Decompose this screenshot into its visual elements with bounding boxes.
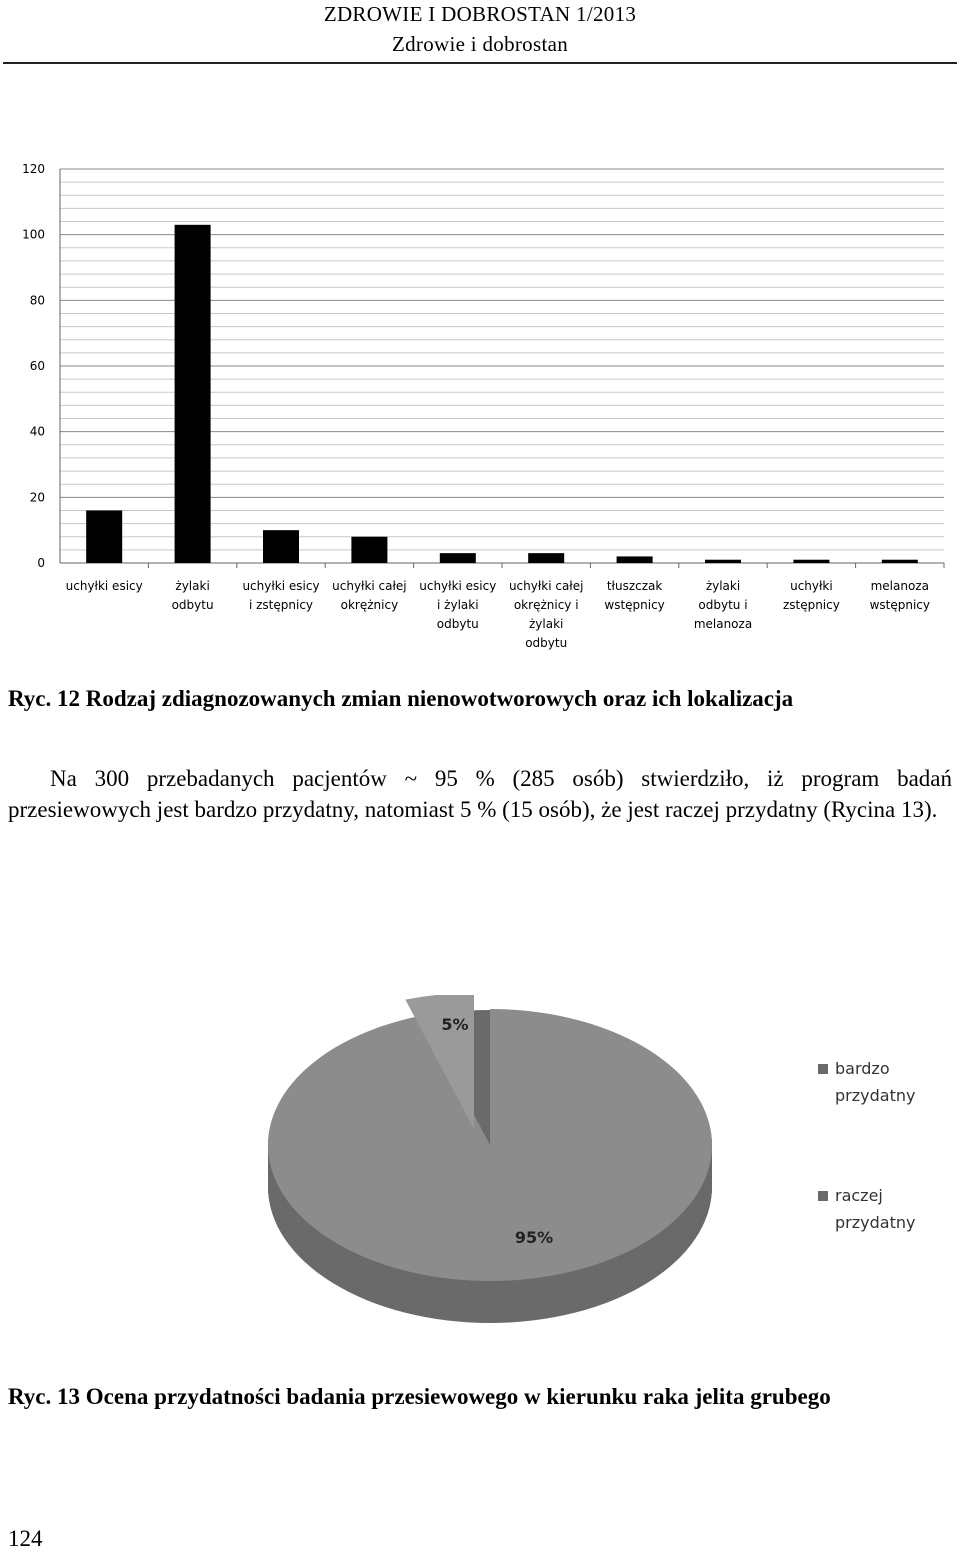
figure-13-caption: Ryc. 13 Ocena przydatności badania przesiewowego w kierunku raka jelita grubego: [8, 1384, 831, 1409]
pie-slice-bardzo-przydatny: [268, 1009, 712, 1281]
bar: [705, 560, 741, 563]
bar: [175, 225, 211, 563]
category-label: żylaki odbytu: [171, 579, 214, 612]
bar: [793, 560, 829, 563]
legend-label: raczej: [835, 1186, 883, 1205]
category-label: uchyłki całej okrężnicy i żylaki odbytu: [508, 579, 584, 650]
y-tick-label: 100: [22, 227, 45, 242]
header-rule: [3, 62, 957, 64]
journal-subtitle: Zdrowie i dobrostan: [392, 32, 568, 56]
bar-chart: [0, 150, 960, 660]
category-label: uchyłki esicy: [65, 579, 143, 593]
y-tick-label: 20: [29, 490, 45, 505]
category-label: uchyłki całej okrężnicy: [332, 579, 407, 612]
body-paragraph: Na 300 przebadanych pacjentów ~ 95 % (285 osób) stwierdziło, iż program badań przesiewowych jest bardzo przydatny, natomiast 5 % (15 osób), że jest raczej przydatny (Rycina 13).: [8, 766, 952, 822]
legend-label: przydatny: [835, 1086, 916, 1105]
legend-swatch: [818, 1064, 828, 1074]
category-label: tłuszczak wstępnicy: [604, 579, 665, 612]
pie-legend: [818, 1059, 915, 1232]
bar: [617, 556, 653, 563]
y-tick-label: 40: [29, 424, 45, 439]
figure-12-caption: Ryc. 12 Rodzaj zdiagnozowanych zmian nienowotworowych oraz ich lokalizacja: [8, 686, 794, 711]
legend-label: przydatny: [835, 1213, 916, 1232]
bar: [440, 553, 476, 563]
pie-chart: [250, 995, 950, 1340]
category-label: uchyłki esicy i żylaki odbytu: [419, 579, 497, 631]
pie-label-main: 95%: [514, 1228, 554, 1247]
y-tick-label: 0: [37, 556, 45, 570]
category-label: melanoza wstępnicy: [869, 579, 931, 612]
journal-title: ZDROWIE I DOBROSTAN 1/2013: [323, 2, 637, 26]
y-tick-label: 80: [29, 293, 45, 308]
y-tick-label: 120: [22, 162, 45, 176]
legend-label: bardzo: [835, 1059, 890, 1078]
bar: [351, 537, 387, 563]
category-label: uchyłki zstępnicy: [782, 579, 840, 612]
category-label: żylaki odbytu i melanoza: [693, 579, 753, 631]
category-label: uchyłki esicy i zstępnicy: [242, 579, 320, 612]
page-header: [0, 0, 960, 64]
legend-swatch: [818, 1191, 828, 1201]
bar: [528, 553, 564, 563]
page-number: 124: [8, 1526, 43, 1551]
y-tick-label: 60: [29, 359, 45, 373]
pie-label-small: 5%: [441, 1015, 469, 1034]
bar: [263, 530, 299, 563]
bar: [86, 510, 122, 563]
bar: [882, 560, 918, 563]
